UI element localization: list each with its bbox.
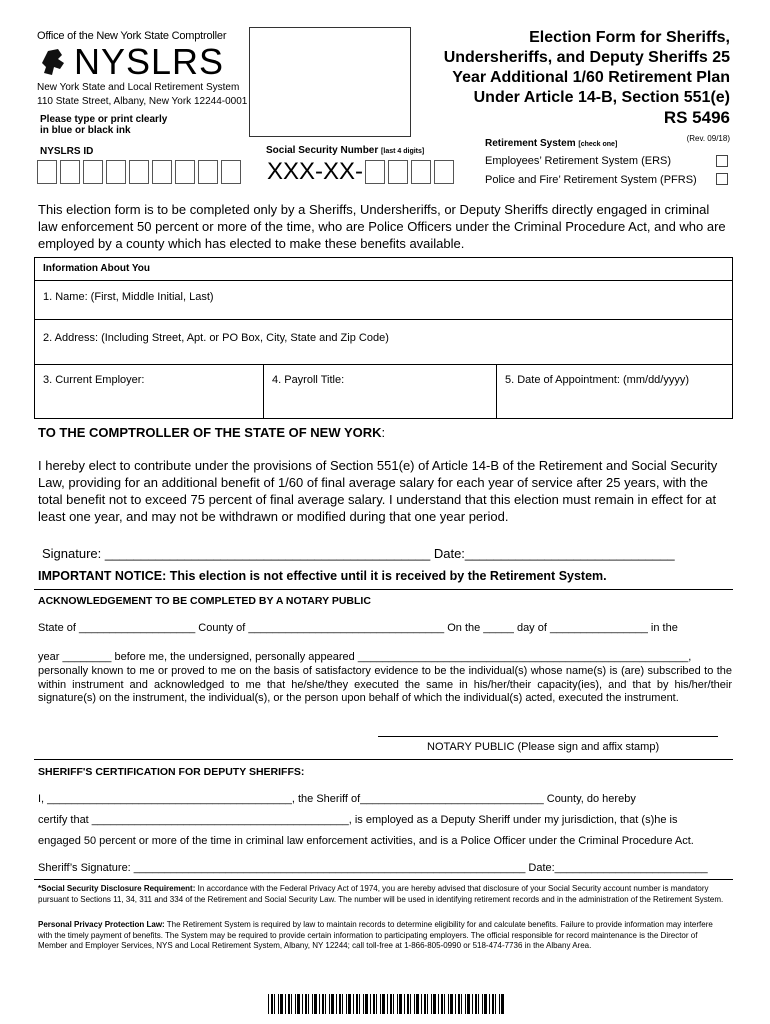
election-body: I hereby elect to contribute under the provisions of Section 551(e) of Article 14-B of the Retirement and Social Security Law, providing for an additional benefit of 1/60 of final average salary for each year of service after 25 years, with the total benefit not to exceed 75 percent of final average salary. I understand that this election must remain in effect for at least one year, and may not be withdrawn or modified during that one year period.: [38, 458, 718, 524]
office-name: Office of the New York State Comptroller: [37, 30, 227, 42]
intro-text: This election form is to be completed only by a Sheriffs, Undersheriffs, or Deputy Sheriffs directly engaged in criminal law enforcement 50 percent or more of the time, who are Police Officers under the Criminal Procedure Act, and who are employed by a county which has elected to make these benefits available.: [38, 202, 726, 251]
ssn-disclosure-text: In accordance with the Federal Privacy Act of 1974, you are hereby advised that disclosure of your Social Security account number is mandatory pursuant to Sections 11, 34, 311 and 334 of the Retirement and Social Security Law. The number will be used in identifying retirement records and in the administration of the Retirement System.: [38, 884, 724, 904]
id-digit[interactable]: [221, 160, 241, 184]
print-note-line1: Please type or print clearly: [40, 114, 168, 125]
notary-line-2[interactable]: year ________ before me, the undersigned, personally appeared ______________________________________________________,: [38, 651, 692, 663]
employer-field[interactable]: [35, 365, 264, 419]
ssn-disclosure-title: *Social Security Disclosure Requirement:: [38, 884, 196, 893]
nyslrs-id-input[interactable]: [37, 160, 244, 184]
print-note: [40, 114, 167, 136]
ssn-label: [266, 145, 424, 156]
important-notice: IMPORTANT NOTICE: This election is not effective until it is received by the Retirement System.: [38, 569, 607, 583]
option-pfrs: Police and Fire’ Retirement System (PFRS): [485, 174, 697, 186]
election-heading: [38, 425, 385, 440]
notary-signature-line[interactable]: [378, 736, 718, 737]
print-note-line2: in blue or black ink: [40, 125, 131, 136]
ssn-input[interactable]: [365, 160, 457, 184]
option-ers: Employees’ Retirement System (ERS): [485, 155, 672, 167]
sheriff-heading: SHERIFF'S CERTIFICATION FOR DEPUTY SHERIFFS:: [38, 766, 305, 778]
nyslrs-id-label: NYSLRS ID: [40, 146, 94, 157]
system-address: 110 State Street, Albany, New York 12244-0001: [37, 96, 248, 107]
id-digit[interactable]: [175, 160, 195, 184]
title-line-2: Undersheriffs, and Deputy Sheriffs 25: [443, 49, 730, 66]
divider-2: [34, 759, 733, 760]
title-line-4: Under Article 14-B, Section 551(e): [473, 89, 730, 106]
info-header: Information About You: [35, 258, 732, 281]
form-number: RS 5496: [663, 108, 730, 127]
system-name: New York State and Local Retirement System: [37, 82, 240, 93]
ssn-digit[interactable]: [388, 160, 408, 184]
notary-sign-label: NOTARY PUBLIC (Please sign and affix stamp): [427, 741, 660, 753]
sheriff-line-2[interactable]: certify that __________________________________________, is employed as a Deputy Sheriff under my jurisdiction, that (s)he is: [38, 814, 678, 826]
privacy-notice: [38, 920, 728, 952]
ssn-digit[interactable]: [365, 160, 385, 184]
retirement-system-label: [485, 138, 617, 149]
ssn-digit[interactable]: [411, 160, 431, 184]
form-title: [400, 28, 730, 128]
sheriff-signature-line[interactable]: Sheriff’s Signature: ________________________________________________________________ Date:_________________________: [38, 862, 708, 874]
notary-body: personally known to me or proved to me on the basis of satisfactory evidence to be the individual(s) whose name(s) is (are) subscribed to the within instrument and acknowledged to me that he/she/they executed the same in his/her/their capacity(ies), and that by his/her/their signature(s) on the instrument, the individual(s), or the person upon behalf of which the individual(s) acted, executed the instrument.: [38, 665, 732, 704]
ssn-label-text: Social Security Number: [266, 145, 379, 156]
barcode-photo-box: [249, 27, 411, 137]
appointment-field[interactable]: [497, 365, 732, 419]
payroll-label: 4. Payroll Title:: [272, 374, 345, 386]
info-row-3: [35, 365, 732, 419]
notary-heading: ACKNOWLEDGEMENT TO BE COMPLETED BY A NOTARY PUBLIC: [38, 595, 371, 607]
privacy-notice-title: Personal Privacy Protection Law:: [38, 920, 165, 929]
privacy-notice-text: The Retirement System is required by law to maintain records to determine eligibility for and calculate benefits. Failure to provide information may interfere with the timely payment of benefits. The System may be required to provide certain information to participating employers. The official responsible for record maintenance is the Director of Member and Employer Services, NYS and Local Retirement System, Albany, NY 12244; call toll-free at 1-866-805-0990 or 518-474-7736 in the Albany Area.: [38, 920, 713, 950]
id-digit[interactable]: [129, 160, 149, 184]
election-heading-text: TO THE COMPTROLLER OF THE STATE OF NEW YORK: [38, 425, 382, 440]
id-digit[interactable]: [37, 160, 57, 184]
title-line-3: Year Additional 1/60 Retirement Plan: [452, 69, 730, 86]
election-heading-colon: :: [381, 425, 386, 440]
pfrs-checkbox[interactable]: [716, 173, 728, 185]
revision-date: (Rev. 09/18): [686, 134, 730, 143]
nys-map-icon: [36, 45, 72, 81]
payroll-field[interactable]: [264, 365, 497, 419]
id-digit[interactable]: [106, 160, 126, 184]
nyslrs-logo: [36, 41, 225, 82]
retirement-system-hint: [check one]: [578, 141, 618, 148]
sheriff-line-3: engaged 50 percent or more of the time in criminal law enforcement activities, and is a Police Officer under the Criminal Procedure Act.: [38, 835, 694, 847]
id-digit[interactable]: [198, 160, 218, 184]
ssn-disclosure: [38, 884, 728, 905]
sheriff-line-1[interactable]: I, ________________________________________, the Sheriff of______________________________ County, do hereby: [38, 793, 636, 805]
ssn-prefix: XXX-XX-: [267, 158, 364, 185]
retirement-system-label-text: Retirement System: [485, 138, 576, 149]
divider-1: [34, 589, 733, 590]
ers-checkbox[interactable]: [716, 155, 728, 167]
id-digit[interactable]: [83, 160, 103, 184]
id-digit[interactable]: [60, 160, 80, 184]
divider-3: [34, 879, 733, 880]
appointment-label: 5. Date of Appointment: (mm/dd/yyyy): [505, 374, 690, 386]
title-line-1: Election Form for Sheriffs,: [529, 29, 730, 46]
name-label: 1. Name: (First, Middle Initial, Last): [43, 291, 214, 303]
name-field[interactable]: [35, 281, 732, 320]
election-signature-line[interactable]: Signature: _____________________________________________ Date:_____________________________: [42, 546, 675, 561]
address-label: 2. Address: (Including Street, Apt. or PO Box, City, State and Zip Code): [43, 332, 389, 344]
ssn-hint: [last 4 digits]: [381, 148, 425, 155]
employer-label: 3. Current Employer:: [43, 374, 145, 386]
notary-line-1[interactable]: State of ___________________ County of ________________________________ On the _____ day of ________________ in the: [38, 622, 678, 634]
info-table: [34, 257, 733, 419]
logo-text: NYSLRS: [74, 41, 225, 82]
barcode: [268, 994, 504, 1014]
address-field[interactable]: [35, 320, 732, 365]
id-digit[interactable]: [152, 160, 172, 184]
ssn-digit[interactable]: [434, 160, 454, 184]
